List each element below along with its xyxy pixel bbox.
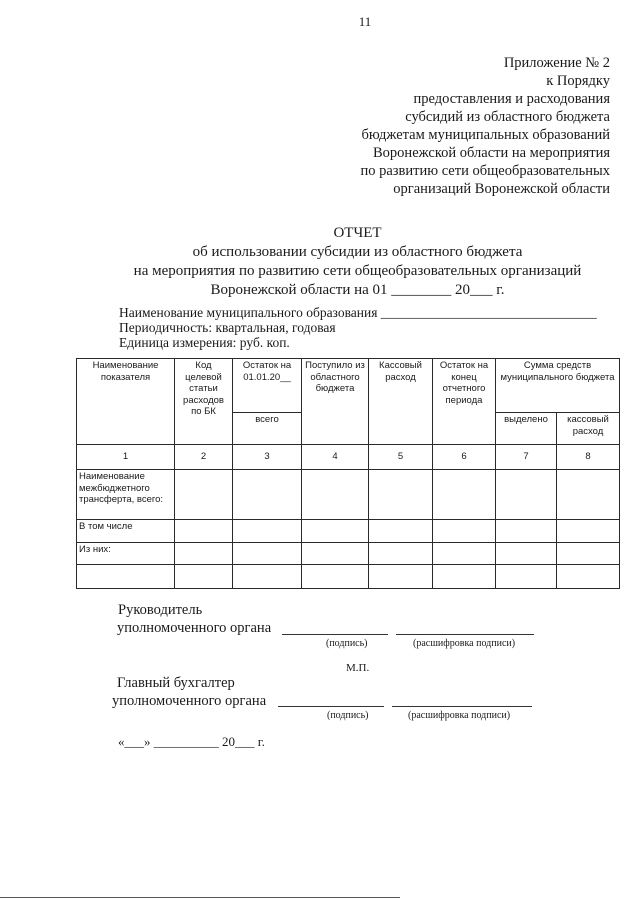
- header-balance-end: Остаток на конец отчетного периода: [433, 359, 496, 445]
- header-received: Поступило из областного бюджета: [302, 359, 369, 445]
- column-number: 7: [496, 445, 557, 470]
- row-label-including: В том числе: [77, 520, 175, 543]
- row-label-of-which: Из них:: [77, 543, 175, 565]
- table-cell: [175, 470, 233, 520]
- column-number: 2: [175, 445, 233, 470]
- table-cell: [302, 565, 369, 589]
- periodicity-field: Периодичность: квартальная, годовая: [119, 320, 336, 335]
- head-title: Руководитель: [118, 602, 203, 618]
- report-table: [76, 358, 620, 589]
- table-cell: [369, 520, 433, 543]
- table-cell: [433, 543, 496, 565]
- header-cash-expense: Кассовый расход: [369, 359, 433, 445]
- head-signature-caption: (подпись): [326, 638, 368, 649]
- page-number: 11: [358, 14, 372, 29]
- column-number: 6: [433, 445, 496, 470]
- appendix-line: предоставления и расходования: [413, 91, 610, 107]
- report-title-line: Воронежской области на 01 ________ 20___ г.: [210, 282, 505, 298]
- header-cash-expense-mun: кассовый расход: [557, 413, 620, 445]
- header-code: Код целевой статьи расходов по БК: [175, 359, 233, 445]
- table-cell: [175, 543, 233, 565]
- table-cell: [369, 565, 433, 589]
- appendix-line: организаций Воронежской области: [393, 181, 610, 197]
- accountant-signature-caption: (подпись): [327, 710, 369, 721]
- table-cell: [175, 565, 233, 589]
- appendix-line: Воронежской области на мероприятия: [373, 145, 610, 161]
- table-cell: [433, 565, 496, 589]
- table-cell: [233, 565, 302, 589]
- table-cell: [557, 470, 620, 520]
- report-title-line: об использовании субсидии из областного бюджета: [192, 244, 523, 260]
- header-allocated: выделено: [496, 413, 557, 445]
- column-number: 3: [233, 445, 302, 470]
- footer-divider: [0, 897, 400, 898]
- table-cell: [496, 520, 557, 543]
- row-label-transfer-total: Наименование межбюджетного трансферта, всего:: [77, 470, 175, 520]
- head-signature-line: [282, 634, 388, 635]
- table-cell: [496, 470, 557, 520]
- report-date: «___» __________ 20___ г.: [118, 734, 265, 749]
- table-cell: [557, 543, 620, 565]
- accountant-signature-line: [278, 706, 384, 707]
- appendix-line: к Порядку: [546, 73, 610, 89]
- table-cell: [369, 470, 433, 520]
- column-number: 1: [77, 445, 175, 470]
- row-label-empty: [77, 565, 175, 589]
- table-cell: [496, 565, 557, 589]
- table-cell: [233, 543, 302, 565]
- appendix-line: субсидий из областного бюджета: [405, 109, 610, 125]
- table-cell: [302, 470, 369, 520]
- report-title: ОТЧЕТ: [333, 225, 382, 241]
- appendix-line: Приложение № 2: [503, 55, 610, 71]
- table-cell: [496, 543, 557, 565]
- accountant-organ: уполномоченного органа: [112, 693, 267, 709]
- report-title-block: [0, 224, 640, 300]
- table-cell: [369, 543, 433, 565]
- unit-field: Единица измерения: руб. коп.: [119, 335, 290, 350]
- report-meta: [119, 305, 597, 350]
- head-decoding-caption: (расшифровка подписи): [413, 638, 516, 649]
- accountant-title: Главный бухгалтер: [117, 675, 235, 691]
- column-number: 8: [557, 445, 620, 470]
- head-decoding-line: [396, 634, 534, 635]
- table-cell: [557, 565, 620, 589]
- head-organ: уполномоченного органа: [117, 620, 272, 636]
- table-cell: [302, 520, 369, 543]
- header-balance-start: Остаток на 01.01.20__: [233, 359, 302, 413]
- table-cell: [175, 520, 233, 543]
- appendix-line: бюджетам муниципальных образований: [361, 127, 610, 143]
- table-cell: [233, 470, 302, 520]
- appendix-block: [360, 54, 610, 198]
- header-balance-start-total: всего: [233, 413, 302, 445]
- header-municipal-funds: Сумма средств муниципального бюджета: [496, 359, 620, 413]
- column-number: 5: [369, 445, 433, 470]
- header-indicator-name: Наименование показателя: [77, 359, 175, 445]
- table-cell: [302, 543, 369, 565]
- report-title-line: на мероприятия по развитию сети общеобразовательных организаций: [133, 263, 582, 279]
- table-cell: [557, 520, 620, 543]
- accountant-decoding-line: [392, 706, 532, 707]
- column-number: 4: [302, 445, 369, 470]
- table-cell: [433, 520, 496, 543]
- accountant-decoding-caption: (расшифровка подписи): [408, 710, 511, 721]
- table-cell: [433, 470, 496, 520]
- table-cell: [233, 520, 302, 543]
- stamp-mark: М.П.: [346, 662, 370, 674]
- appendix-line: по развитию сети общеобразовательных: [360, 163, 610, 179]
- municipality-field: Наименование муниципального образования ________________________________: [119, 305, 597, 320]
